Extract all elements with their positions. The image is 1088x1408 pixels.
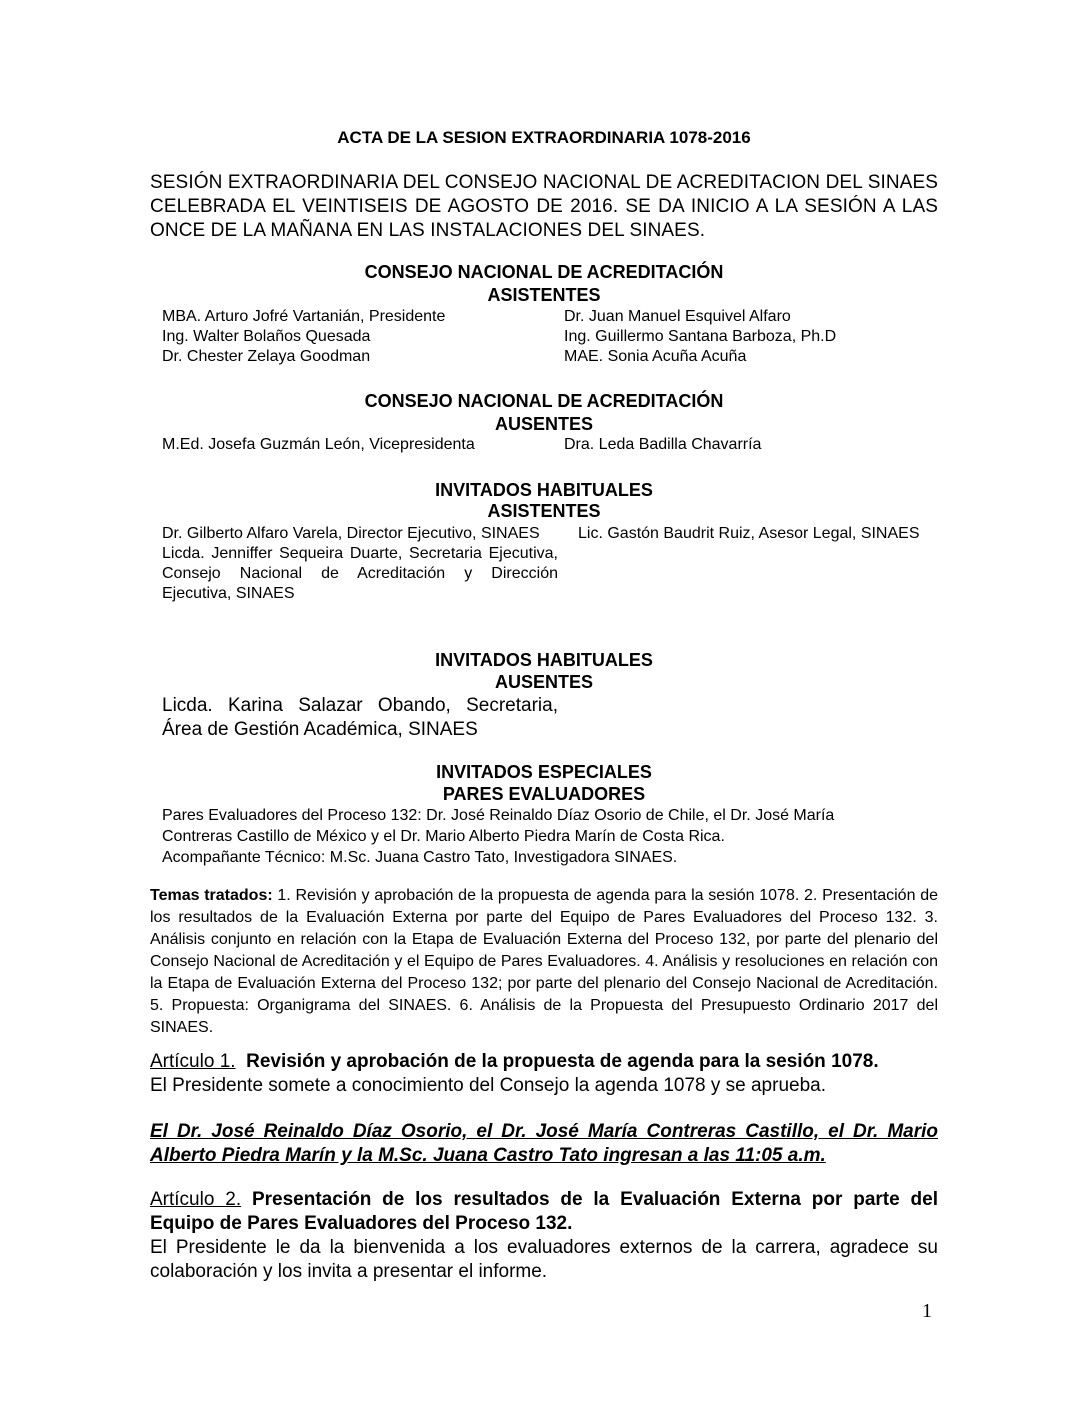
consejo-asistentes-subheading: ASISTENTES: [487, 285, 601, 305]
article-1-body: El Presidente somete a conocimiento del Consejo la agenda 1078 y se aprueba.: [150, 1075, 826, 1096]
invitados-ausentes-list: [162, 694, 562, 742]
invitados-ausentes-subheading: AUSENTES: [494, 672, 593, 692]
member-name: MAE. Sonia Acuña Acuña: [564, 348, 747, 365]
member-name: Ing. Walter Bolaños Quesada: [162, 328, 371, 345]
document-title: ACTA DE LA SESION EXTRAORDINARIA 1078-2016: [337, 128, 751, 147]
guest-entry: Acompañante Técnico: M.Sc. Juana Castro Tato, Investigadora SINAES.: [162, 849, 678, 866]
member-name: Dr. Chester Zelaya Goodman: [162, 348, 371, 365]
guest-entry: Pares Evaluadores del Proceso 132: Dr. José Reinaldo Díaz Osorio de Chile, el Dr. José María: [162, 807, 835, 824]
article-1-label: Artículo 1.: [150, 1051, 236, 1072]
article-2: [150, 1188, 938, 1284]
guest-entry: Lic. Gastón Baudrit Ruiz, Asesor Legal, SINAES: [578, 525, 920, 542]
guest-entry: Licda. Karina Salazar Obando, Secretaria,: [162, 695, 558, 716]
member-name: MBA. Arturo Jofré Vartanián, Presidente: [162, 308, 446, 325]
invitados-asistentes-right: [578, 524, 926, 544]
invitados-ausentes-heading: INVITADOS HABITUALES: [435, 650, 653, 670]
agenda-topics-label: Temas tratados:: [150, 887, 273, 904]
consejo-asistentes-left: [162, 307, 552, 367]
invitados-asistentes-subheading: ASISTENTES: [487, 501, 601, 521]
guest-entry: Licda. Jenniffer Sequeira Duarte, Secretaria Ejecutiva, Consejo Nacional de Acreditación y Dirección Ejecutiva, SINAES: [162, 545, 558, 602]
article-2-heading: Presentación de los resultados de la Evaluación Externa por parte del Equipo de Pares Evaluadores del Proceso 132.: [150, 1189, 938, 1234]
invitados-especiales-list: [162, 805, 942, 868]
article-2-body: El Presidente le da la bienvenida a los evaluadores externos de la carrera, agradece su colaboración y los invita a presentar el informe.: [150, 1237, 938, 1282]
guest-entry: Dr. Gilberto Alfaro Varela, Director Ejecutivo, SINAES: [162, 525, 540, 542]
entry-note: El Dr. José Reinaldo Díaz Osorio, el Dr. José María Contreras Castillo, el Dr. Mario Alberto Piedra Marín y la M.Sc. Juana Castro Tato ingresan a las 11:05 a.m.: [150, 1121, 938, 1166]
invitados-asistentes-heading: INVITADOS HABITUALES: [435, 480, 653, 500]
session-intro: SESIÓN EXTRAORDINARIA DEL CONSEJO NACIONAL DE ACREDITACION DEL SINAES CELEBRADA EL VEINTISEIS DE AGOSTO DE 2016. SE DA INICIO A LA SESIÓN A LAS ONCE DE LA MAÑANA EN LAS INSTALACIONES DEL SINAES.: [150, 172, 938, 241]
article-1-heading: Revisión y aprobación de la propuesta de agenda para la sesión 1078.: [246, 1051, 879, 1072]
article-1: [150, 1050, 938, 1098]
consejo-asistentes-heading: CONSEJO NACIONAL DE ACREDITACIÓN: [364, 262, 724, 282]
member-name: Dr. Juan Manuel Esquivel Alfaro: [564, 308, 791, 325]
consejo-ausentes-heading: CONSEJO NACIONAL DE ACREDITACIÓN: [364, 391, 724, 411]
consejo-ausentes-left: M.Ed. Josefa Guzmán León, Vicepresidenta: [162, 436, 475, 453]
agenda-topics: [150, 885, 938, 1039]
agenda-topics-text: 1. Revisión y aprobación de la propuesta de agenda para la sesión 1078. 2. Presentación de los resultados de la Evaluación Externa por parte del Equipo de Pares Evaluadores del Proceso 132. 3. Análisis conjunto en relación con la Etapa de Evaluación Externa del Proceso 132, por parte del plenario del Consejo Nacional de Acreditación y el Equipo de Pares Evaluadores. 4. Análisis y resoluciones en relación con la Etapa de Evaluación Externa del Proceso 132; por parte del plenario del Consejo Nacional de Acreditación. 5. Propuesta: Organigrama del SINAES. 6. Análisis de la Propuesta del Presupuesto Ordinario 2017 del SINAES.: [150, 887, 938, 1036]
member-name: Ing. Guillermo Santana Barboza, Ph.D: [564, 328, 837, 345]
page-number: 1: [922, 1300, 932, 1322]
guest-entry: Contreras Castillo de México y el Dr. Mario Alberto Piedra Marín de Costa Rica.: [162, 828, 725, 845]
consejo-ausentes-subheading: AUSENTES: [494, 414, 593, 434]
invitados-especiales-subheading: PARES EVALUADORES: [442, 784, 646, 804]
guest-entry: Área de Gestión Académica, SINAES: [162, 719, 478, 740]
consejo-ausentes-right: Dra. Leda Badilla Chavarría: [564, 436, 762, 453]
invitados-asistentes-left: [162, 524, 558, 604]
consejo-asistentes-right: [564, 307, 934, 367]
article-2-label: Artículo 2.: [150, 1189, 242, 1210]
invitados-especiales-heading: INVITADOS ESPECIALES: [436, 762, 652, 782]
